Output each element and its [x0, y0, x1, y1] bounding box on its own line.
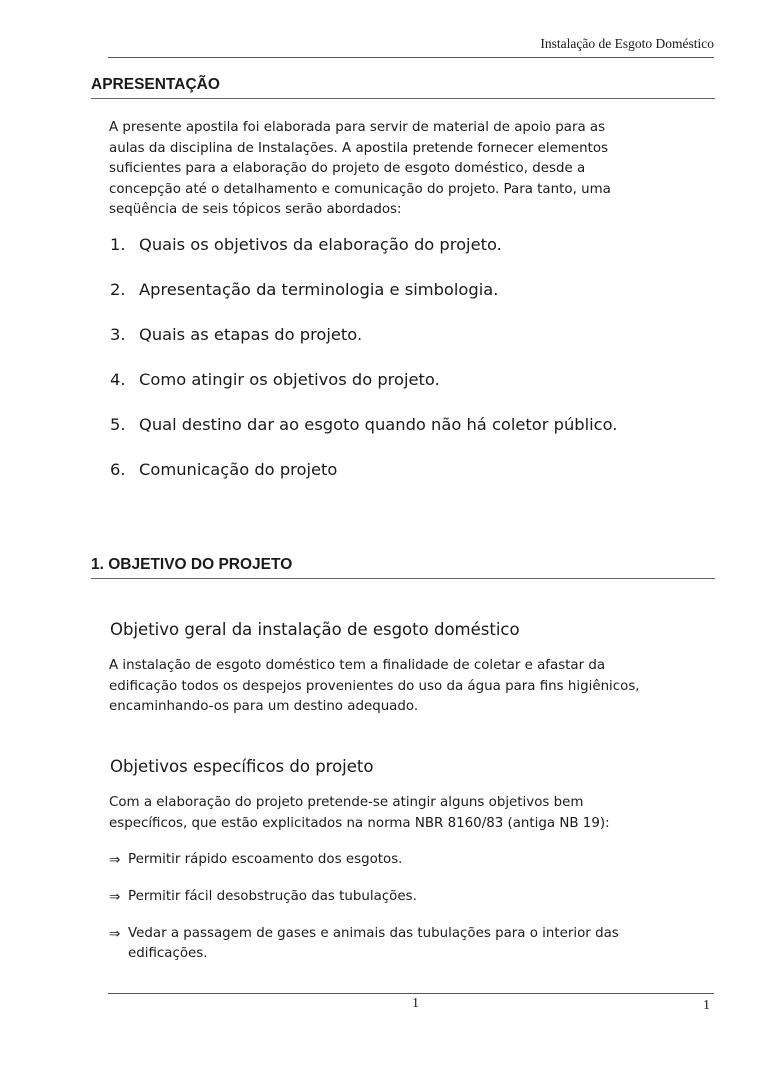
item-text: Permitir fácil desobstrução das tubulações. [128, 889, 417, 904]
subheading-objetivos-especificos: Objetivos específicos do projeto [110, 757, 374, 776]
running-header [108, 34, 714, 58]
paragraph-line: específicos, que estão explicitados na norma NBR 8160/83 (antiga NB 19): [109, 815, 610, 831]
list-item [110, 368, 617, 413]
list-item [110, 413, 617, 458]
topic-number: 4. [110, 370, 126, 389]
apresentacao-paragraph [109, 118, 719, 221]
paragraph-line: A instalação de esgoto doméstico tem a finalidade de coletar e afastar da [109, 658, 606, 673]
topic-number: 1. [110, 235, 126, 254]
page-number-right: 1 [703, 998, 710, 1013]
section-title-apresentacao: APRESENTAÇÃO [91, 75, 715, 99]
list-item [110, 458, 617, 503]
subheading-objetivo-geral: Objetivo geral da instalação de esgoto doméstico [110, 620, 520, 639]
topic-list [110, 233, 617, 503]
paragraph-line: Com a elaboração do projeto pretende-se atingir alguns objetivos bem [109, 795, 584, 810]
paragraph-line: suficientes para a elaboração do projeto de esgoto doméstico, desde a [109, 161, 586, 176]
objetivos-especificos-paragraph [109, 793, 719, 834]
topic-text: Como atingir os objetivos do projeto. [139, 370, 440, 389]
topic-text: Qual destino dar ao esgoto quando não há coletor público. [139, 415, 618, 434]
paragraph-line: encaminhando-os para um destino adequado. [109, 699, 419, 714]
item-text: edificações. [128, 946, 208, 961]
double-arrow-right-icon: ⇒ [109, 926, 121, 942]
topic-text: Comunicação do projeto [139, 460, 338, 479]
topic-number: 5. [110, 415, 126, 434]
topic-number: 6. [110, 460, 126, 479]
topic-text: Quais os objetivos da elaboração do projeto. [139, 235, 502, 254]
topic-text: Apresentação da terminologia e simbologia. [139, 280, 499, 299]
paragraph-line: concepção até o detalhamento e comunicação do projeto. Para tanto, uma [109, 181, 611, 197]
list-item [110, 323, 617, 368]
topic-text: Quais as etapas do projeto. [139, 325, 363, 344]
list-item [110, 233, 617, 278]
paragraph-line: aulas da disciplina de Instalações. A apostila pretende fornecer elementos [109, 140, 609, 156]
list-item [109, 850, 721, 870]
list-item [109, 924, 721, 964]
list-item [110, 278, 617, 323]
paragraph-line: A presente apostila foi elaborada para servir de material de apoio para as [109, 120, 606, 135]
double-arrow-right-icon: ⇒ [109, 889, 121, 905]
paragraph-line: edificação todos os despejos provenientes do uso da água para fins higiênicos, [109, 678, 640, 694]
item-text: Vedar a passagem de gases e animais das tubulações para o interior das [128, 926, 619, 941]
item-text: Permitir rápido escoamento dos esgotos. [128, 852, 403, 867]
double-arrow-right-icon: ⇒ [109, 852, 121, 868]
topic-number: 3. [110, 325, 126, 344]
objetivo-geral-paragraph [109, 656, 719, 718]
section-title-objetivo: 1. OBJETIVO DO PROJETO [91, 555, 715, 579]
paragraph-line: seqüência de seis tópicos serão abordados: [109, 202, 402, 217]
page-number-center: 1 [412, 996, 419, 1011]
footer-divider [108, 993, 714, 994]
running-header-title: Instalação de Esgoto Doméstico [540, 36, 714, 51]
list-item [109, 887, 721, 907]
topic-number: 2. [110, 280, 126, 299]
